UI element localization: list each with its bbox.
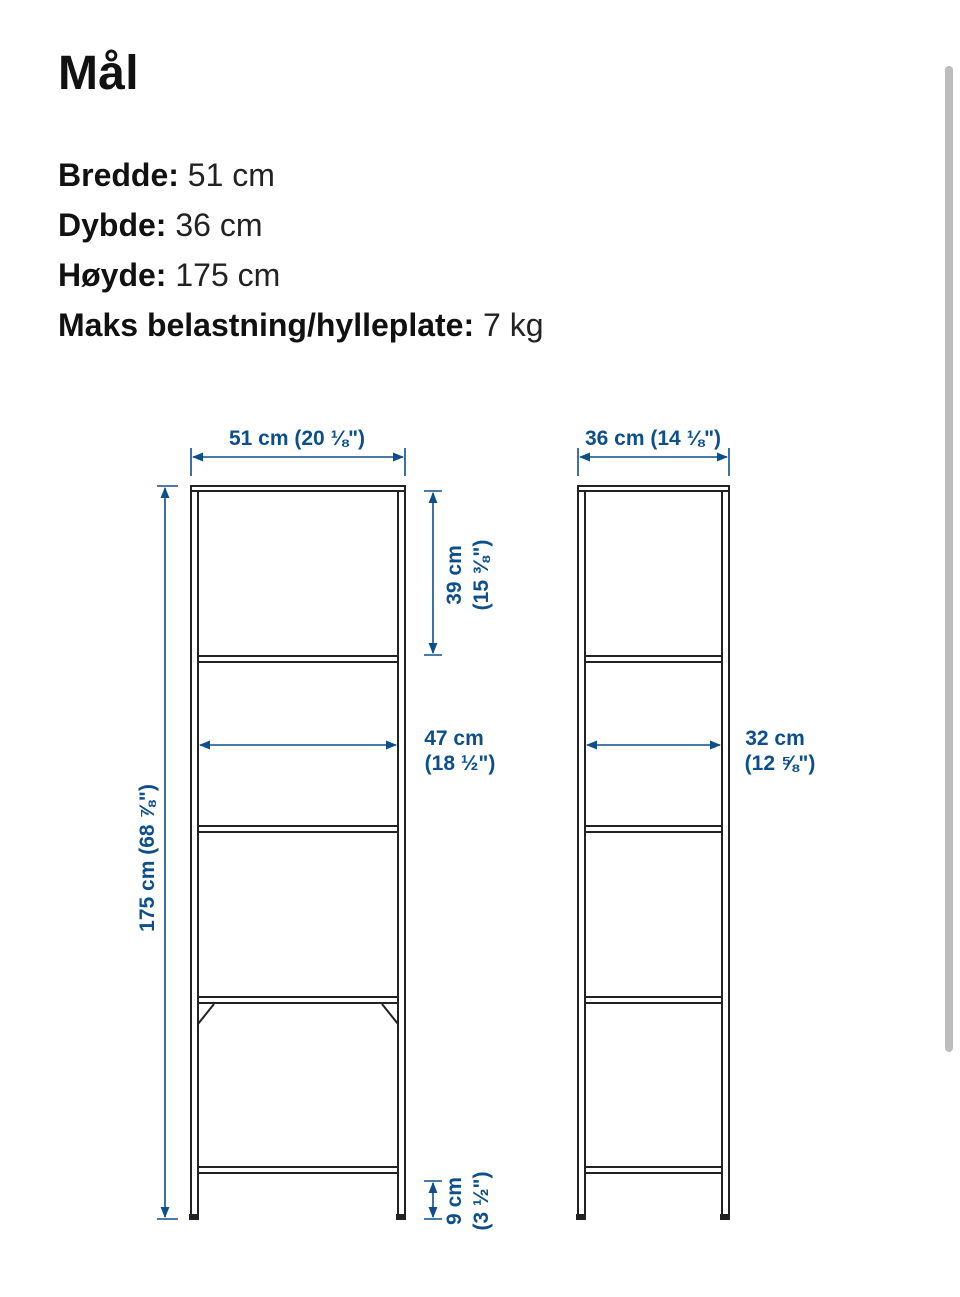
spec-depth-label: Dybde: (58, 207, 167, 243)
front-inner-width-cm: 47 cm (424, 727, 484, 750)
front-inner-width-in: (18 ½") (424, 752, 496, 775)
side-inner-depth-cm: 32 cm (745, 727, 805, 750)
spec-width-label: Bredde: (58, 157, 179, 193)
page-title: Mål (58, 47, 139, 100)
spec-max-load-label: Maks belastning/hylleplate: (58, 307, 475, 343)
side-depth-label: 36 cm (14 ⅛") (584, 427, 722, 450)
spec-depth-value: 36 cm (166, 207, 263, 243)
spec-max-load-value: 7 kg (474, 307, 544, 343)
vertical-scrollbar[interactable] (945, 66, 953, 1052)
front-view (189, 486, 406, 1220)
spec-height-value: 175 cm (166, 257, 281, 293)
side-view (576, 486, 730, 1220)
side-inner-depth-in: (12 ⅝") (744, 752, 816, 775)
bottom-clearance-cm: 9 cm (443, 1177, 466, 1225)
spec-width-value: 51 cm (178, 157, 275, 193)
bottom-clearance-in: (3 ½") (470, 1171, 493, 1231)
spec-height-label: Høyde: (58, 257, 167, 293)
total-height-label: 175 cm (68 ⅞") (136, 784, 159, 932)
front-width-label: 51 cm (20 ⅛") (228, 427, 366, 450)
top-shelf-gap-cm: 39 cm (443, 545, 466, 605)
top-shelf-gap-in: (15 ⅜") (470, 539, 493, 611)
